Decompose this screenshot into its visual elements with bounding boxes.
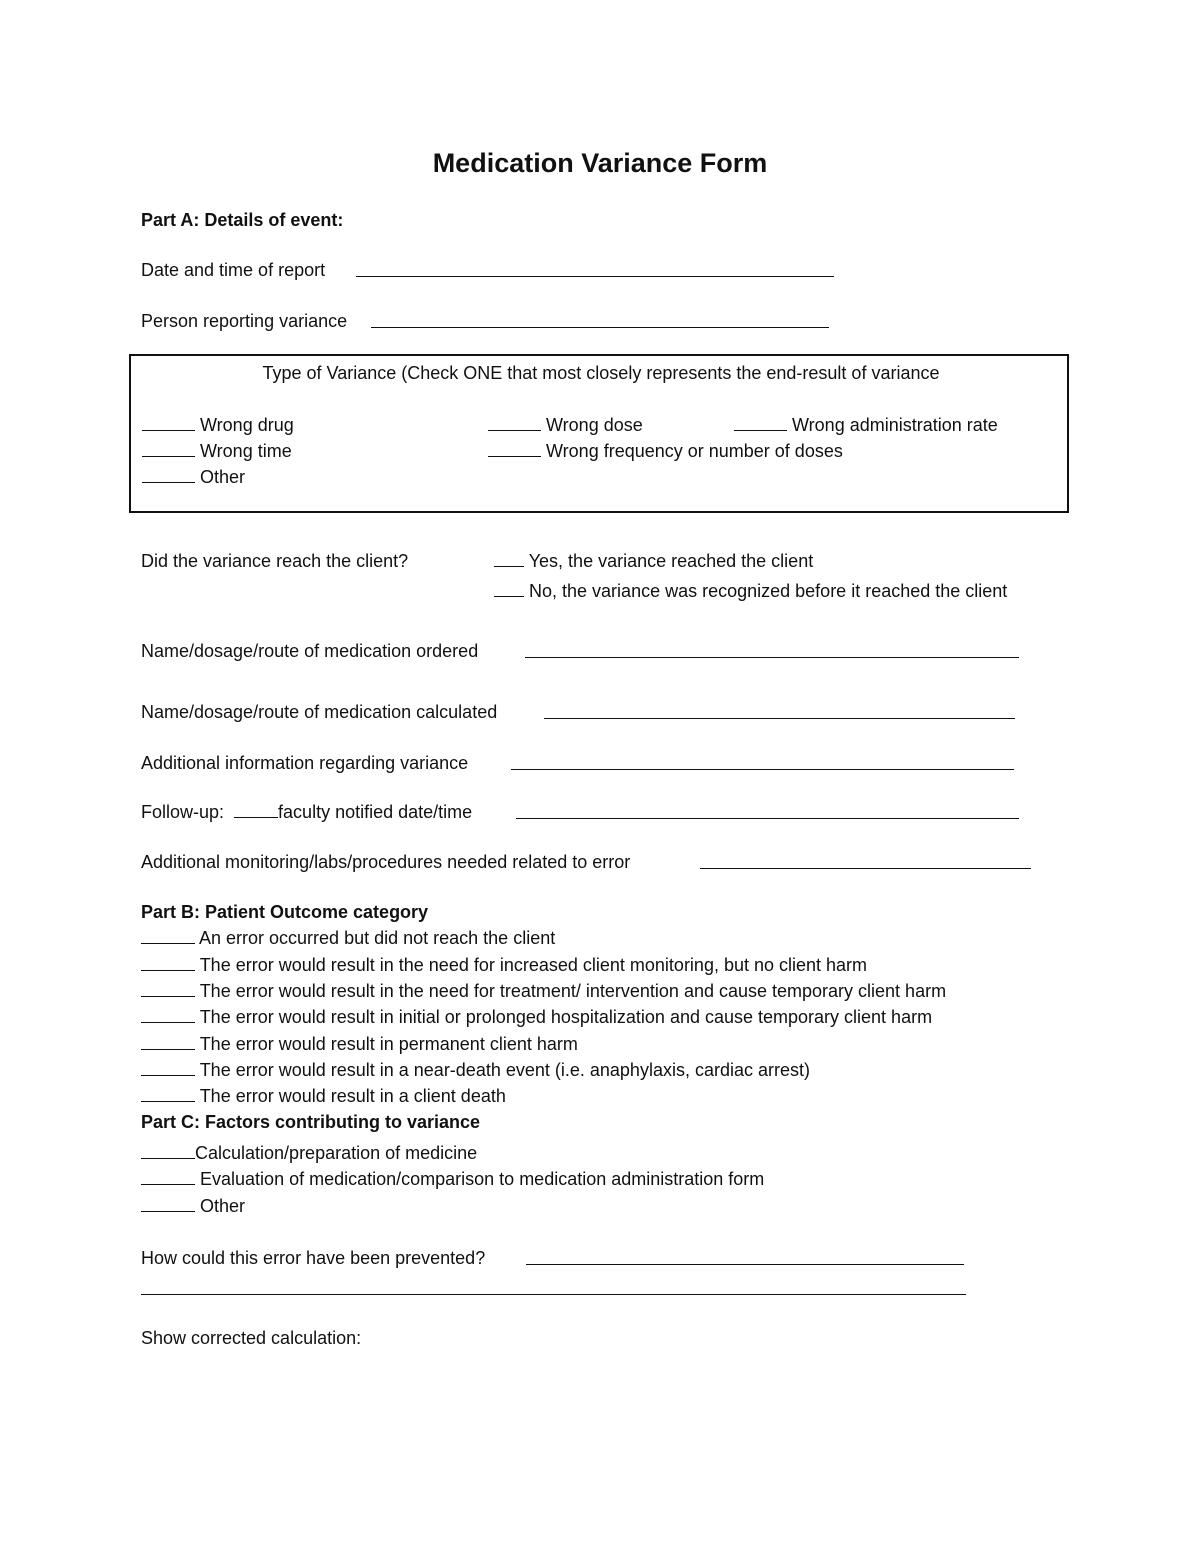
check-blank[interactable] — [141, 1058, 195, 1076]
option-label: The error would result in a client death — [199, 1086, 506, 1106]
check-blank[interactable] — [142, 465, 195, 483]
corrected-calculation-area[interactable] — [141, 1360, 1041, 1510]
page-title: Medication Variance Form — [432, 148, 768, 178]
part-b-heading: Part B: Patient Outcome category — [141, 902, 429, 922]
check-blank[interactable] — [141, 926, 195, 944]
medication-calculated-label: Name/dosage/route of medication calculated — [141, 702, 498, 722]
factor-option[interactable] — [141, 1167, 764, 1191]
faculty-notified-check[interactable] — [234, 800, 278, 818]
prevention-label: How could this error have been prevented? — [141, 1248, 486, 1268]
check-blank[interactable] — [141, 953, 195, 971]
option-label: No, the variance was recognized before it reached the client — [529, 581, 1008, 601]
check-blank[interactable] — [141, 1005, 195, 1023]
option-label: Wrong time — [200, 441, 292, 461]
part-a-heading: Part A: Details of event: — [141, 210, 344, 230]
option-label: Wrong drug — [200, 415, 294, 435]
option-label: The error would result in the need for treatment/ intervention and cause temporary client harm — [199, 981, 947, 1001]
variance-option-other[interactable] — [142, 465, 245, 489]
option-label: An error occurred but did not reach the client — [199, 928, 556, 948]
variance-type-box — [129, 354, 1069, 513]
variance-option-wrong-frequency[interactable] — [488, 439, 843, 463]
outcome-option[interactable] — [141, 1005, 932, 1029]
check-blank[interactable] — [494, 549, 524, 567]
follow-up-label: Follow-up: — [141, 802, 225, 822]
check-blank[interactable] — [141, 979, 195, 997]
reach-client-question: Did the variance reach the client? — [141, 551, 409, 571]
prevention-field[interactable] — [526, 1264, 964, 1265]
prevention-field-line-2[interactable] — [141, 1294, 966, 1295]
monitoring-field[interactable] — [700, 868, 1031, 869]
option-label: The error would result in initial or prolonged hospitalization and cause temporary client harm — [199, 1007, 933, 1027]
medication-ordered-field[interactable] — [525, 657, 1019, 658]
variance-option-wrong-drug[interactable] — [142, 413, 294, 437]
outcome-option[interactable] — [141, 1084, 506, 1108]
variance-option-wrong-time[interactable] — [142, 439, 292, 463]
part-c-heading: Part C: Factors contributing to variance — [141, 1112, 481, 1132]
option-label: Calculation/preparation of medicine — [195, 1143, 478, 1163]
check-blank[interactable] — [141, 1167, 195, 1185]
option-label: The error would result in permanent client harm — [199, 1034, 578, 1054]
option-label: Wrong frequency or number of doses — [546, 441, 843, 461]
check-blank[interactable] — [494, 579, 524, 597]
faculty-notified-field[interactable] — [516, 818, 1019, 819]
outcome-option[interactable] — [141, 1032, 578, 1056]
check-blank[interactable] — [142, 439, 195, 457]
medication-ordered-label: Name/dosage/route of medication ordered — [141, 641, 479, 661]
factor-option[interactable] — [141, 1194, 245, 1218]
additional-info-field[interactable] — [511, 769, 1014, 770]
outcome-option[interactable] — [141, 1058, 810, 1082]
variance-option-wrong-rate[interactable] — [734, 413, 998, 437]
check-blank[interactable] — [141, 1032, 195, 1050]
check-blank[interactable] — [734, 413, 787, 431]
check-blank[interactable] — [141, 1141, 195, 1159]
additional-info-label: Additional information regarding variance — [141, 753, 469, 773]
option-label: Evaluation of medication/comparison to medication administration form — [200, 1169, 765, 1189]
variance-option-wrong-dose[interactable] — [488, 413, 643, 437]
corrected-calculation-label: Show corrected calculation: — [141, 1328, 362, 1348]
reach-yes-option[interactable] — [494, 549, 813, 573]
option-label: The error would result in the need for increased client monitoring, but no client harm — [199, 955, 868, 975]
date-time-field[interactable] — [356, 276, 834, 277]
date-time-label: Date and time of report — [141, 260, 326, 280]
variance-type-title: Type of Variance (Check ONE that most closely represents the end-result of variance — [262, 363, 940, 383]
check-blank[interactable] — [488, 439, 541, 457]
option-label: Yes, the variance reached the client — [528, 551, 814, 571]
faculty-notified-label: faculty notified date/time — [278, 802, 473, 822]
monitoring-label: Additional monitoring/labs/procedures needed related to error — [141, 852, 631, 872]
check-blank[interactable] — [141, 1084, 195, 1102]
medication-calculated-field[interactable] — [544, 718, 1015, 719]
follow-up-line — [141, 800, 472, 824]
outcome-option[interactable] — [141, 979, 946, 1003]
factor-option[interactable] — [141, 1141, 477, 1165]
outcome-option[interactable] — [141, 953, 867, 977]
option-label: Other — [200, 467, 246, 487]
option-label: The error would result in a near-death event (i.e. anaphylaxis, cardiac arrest) — [199, 1060, 810, 1080]
option-label: Wrong administration rate — [792, 415, 998, 435]
outcome-option[interactable] — [141, 926, 555, 950]
option-label: Wrong dose — [546, 415, 643, 435]
check-blank[interactable] — [141, 1194, 195, 1212]
person-reporting-field[interactable] — [371, 327, 829, 328]
check-blank[interactable] — [488, 413, 541, 431]
check-blank[interactable] — [142, 413, 195, 431]
reach-no-option[interactable] — [494, 579, 1007, 603]
option-label: Other — [200, 1196, 246, 1216]
person-reporting-label: Person reporting variance — [141, 311, 348, 331]
